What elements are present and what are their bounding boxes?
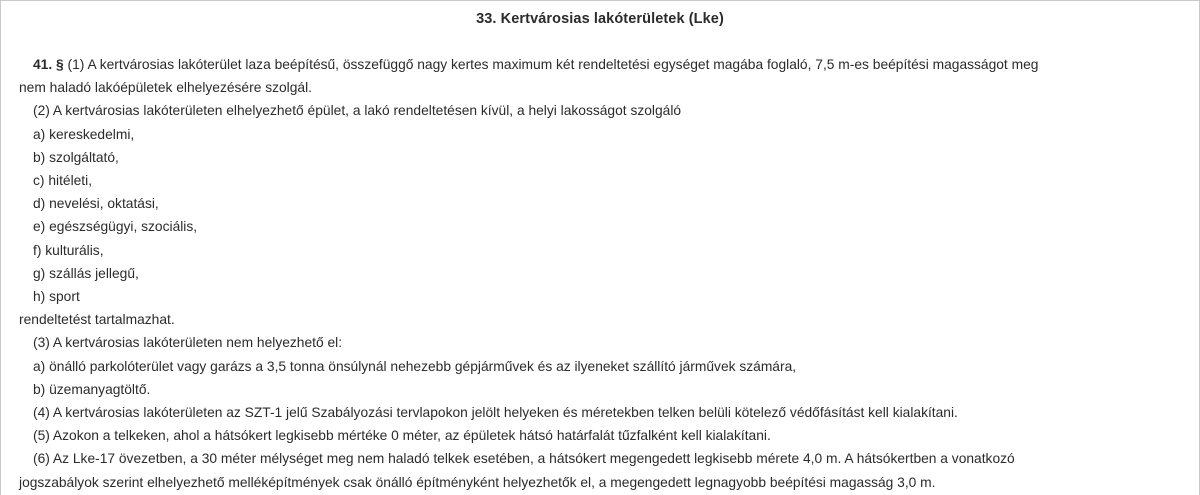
paragraph-2-intro: (2) A kertvárosias lakóterületen elhelyezhető épület, a lakó rendeltetésen kívül, a helyi lakosságot szolgáló: [33, 103, 682, 119]
paragraph-5: (5) Azokon a telkeken, ahol a hátsókert legkisebb mértéke 0 méter, az épületek hátsó határfalát tűzfalként kell kialakítani.: [33, 428, 771, 444]
list-item: h) sport: [33, 289, 80, 305]
document-body: [19, 53, 1187, 494]
list-item: c) hitéleti,: [33, 173, 93, 189]
list-item: g) szállás jellegű,: [33, 265, 139, 281]
paragraph-1-text: (1) A kertvárosias lakóterület laza beépítésű, összefüggő nagy kertes maximum két rendeltetési egységet magába foglaló, 7,5 m-es beépítési magasságot meg: [67, 57, 1039, 72]
list-item: b) üzemanyagtöltő.: [33, 381, 151, 397]
list-item: a) önálló parkolóterület vagy garázs a 3,5 tonna önsúlynál nehezebb gépjárművek és az ilyeneket szállító járművek számára,: [33, 358, 797, 374]
list-item: b) szolgáltató,: [33, 149, 119, 165]
paragraph-2-outro: rendeltetést tartalmazhat.: [19, 312, 175, 328]
paragraph-6-line-1: (6) Az Lke-17 övezetben, a 30 méter mélységet meg nem haladó telkek esetében, a hátsókert megengedett legkisebb mérete 4,0 m. A hátsókertben a vonatkozó: [33, 451, 1015, 467]
paragraph-1-line-2: nem haladó lakóépületek elhelyezésére szolgál.: [19, 80, 312, 96]
page-title: 33. Kertvárosias lakóterületek (Lke): [476, 11, 724, 27]
paragraph-6-line-2: jogszabályok szerint elhelyezhető melléképítmények csak önálló építményként helyezhetők el, a megengedett legnagyobb beépítési magasság 3,0 m.: [19, 474, 936, 490]
paragraph-1-line-1: [19, 53, 1187, 76]
list-item: e) egészségügyi, szociális,: [33, 219, 198, 235]
paragraph-4: (4) A kertvárosias lakóterületen az SZT-1 jelű Szabályozási tervlapokon jelölt helyeken és méretekben telken belüli kötelező védőfásítást kell kialakítani.: [33, 405, 958, 421]
section-number: 41. §: [33, 57, 64, 72]
paragraph-3-intro: (3) A kertvárosias lakóterületen nem helyezhető el:: [33, 335, 343, 351]
list-item: d) nevelési, oktatási,: [33, 196, 159, 212]
list-item: a) kereskedelmi,: [33, 126, 135, 142]
list-item: f) kulturális,: [33, 242, 104, 258]
